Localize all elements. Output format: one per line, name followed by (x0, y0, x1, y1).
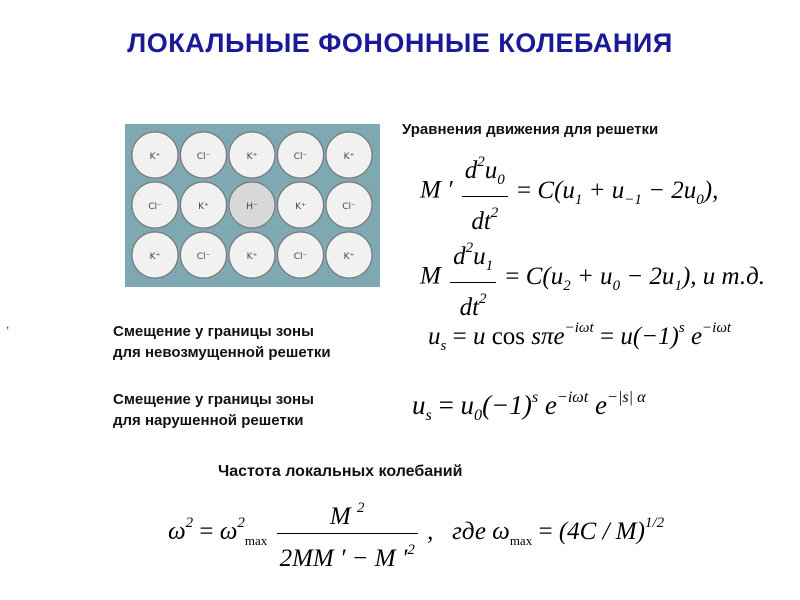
eq2-rhs: = $C(u_2 + u_0 - 2u_1)$, и т.д. (505, 262, 766, 294)
ion-label: K⁺ (198, 202, 209, 212)
label-disp-perturbed-line2: для нарушенной решетки (113, 412, 304, 429)
equation-unperturbed: $u_s = u$ $\cos s\pi e^{-i\omega t} = u(-1)^s$ $e^{-i\omega t}$ (428, 320, 732, 354)
eq5-fraction (277, 493, 418, 574)
ion-label: Cl⁻ (196, 252, 211, 262)
eq1-denominator: $dt^2$ (471, 205, 499, 235)
eq2-numerator: $d^2u_1$ (450, 233, 496, 283)
page-title: ЛОКАЛЬНЫЕ ФОНОННЫЕ КОЛЕБАНИЯ (127, 28, 673, 58)
eq5-numerator: M $^2$ (277, 493, 418, 534)
ion-label: K⁺ (149, 252, 161, 262)
ion-label: Cl⁻ (196, 152, 211, 162)
ion-label: K⁺ (246, 152, 258, 162)
eq1-numerator: $d^2u_0$ (462, 147, 508, 197)
ion-label: Cl⁻ (148, 202, 162, 212)
label-disp-unperturbed-line2: для невозмущенной решетки (113, 344, 331, 361)
label-local-frequency: Частота локальных колебаний (218, 463, 463, 480)
ion-label: Cl⁻ (293, 152, 308, 162)
ion-label: K⁺ (295, 202, 306, 212)
eq1-rhs: = $C(u_1 + u_{-1} - 2u_0)$, (517, 176, 719, 208)
ion-label: Cl⁻ (342, 202, 356, 212)
eq1-mass: M ′ (420, 176, 453, 204)
ion-label: H⁻ (246, 202, 258, 212)
label-equations-of-motion: Уравнения движения для решетки (402, 121, 659, 138)
eq1-fraction (462, 147, 508, 237)
eq2-denominator: $dt^2$ (459, 291, 487, 321)
lattice-figure (125, 124, 380, 287)
equation-local-frequency: $\omega^2 = \omega^2_{max}$ $\frac{M ^2}{2MM ' - M '^2}$ , где $\omega_{max} = (4C / M)^{1/2}$ (168, 493, 664, 574)
label-disp-perturbed (113, 389, 314, 431)
label-disp-unperturbed (113, 321, 331, 363)
label-disp-unperturbed-line1: Смещение у границы зоны (113, 323, 314, 340)
equation-motion-1 (420, 147, 718, 237)
eq2-fraction (450, 233, 496, 323)
stray-mark: , (6, 317, 10, 331)
ion-label: K⁺ (149, 152, 161, 162)
eq5-denominator: 2MM ′ − M $'^2$ (279, 542, 415, 572)
ion-label: K⁺ (343, 252, 355, 262)
lattice-diagram (131, 130, 374, 281)
eq2-mass: M (420, 262, 441, 290)
label-disp-perturbed-line1: Смещение у границы зоны (113, 391, 314, 408)
equation-motion-2 (420, 233, 765, 323)
ion-label: Cl⁻ (293, 252, 308, 262)
equation-perturbed: $u_s = u_0(-1)^s$ $e^{-i\omega t}$ $e^{-|s| \alpha}$ (412, 388, 646, 424)
ion-label: K⁺ (246, 252, 258, 262)
ion-label: K⁺ (343, 152, 355, 162)
